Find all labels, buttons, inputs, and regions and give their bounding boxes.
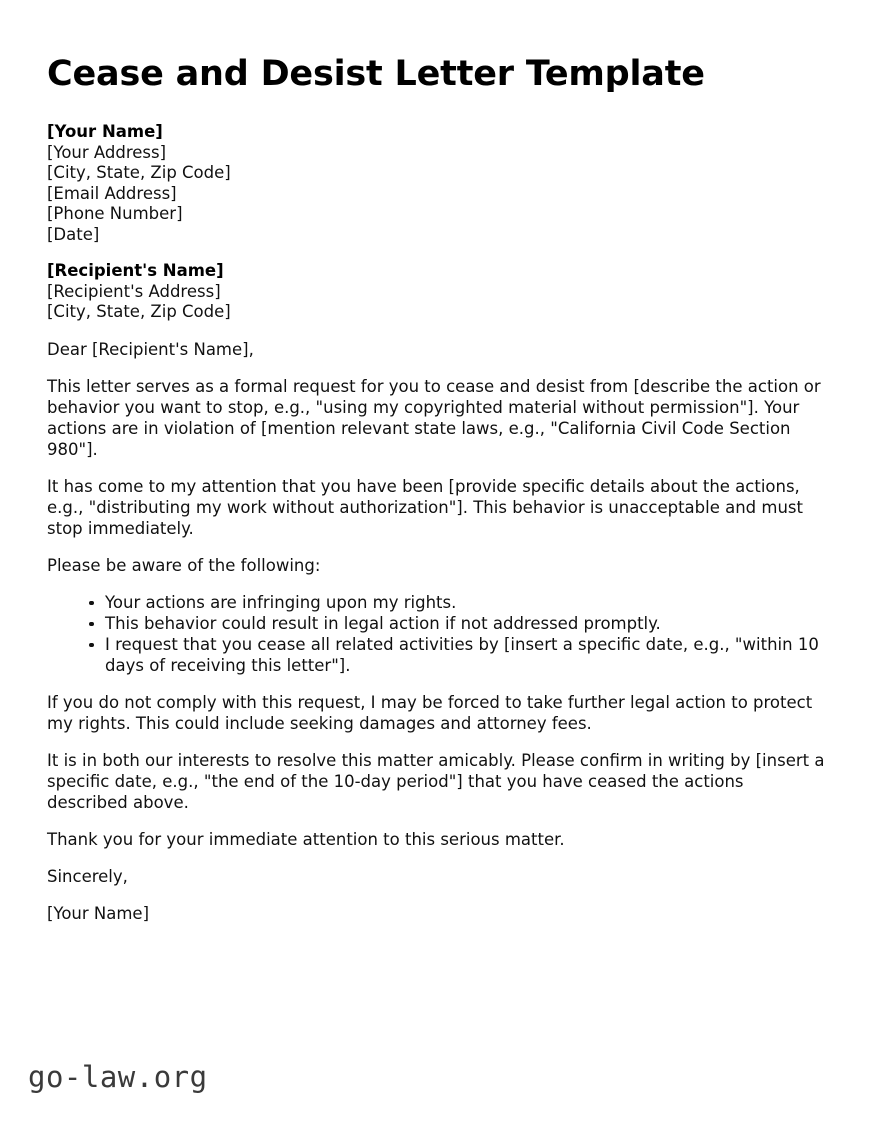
list-item: Your actions are infringing upon my rights.	[89, 592, 825, 613]
list-item: I request that you cease all related activities by [insert a specific date, e.g., "within 10 days of receiving this letter"].	[89, 634, 825, 676]
sender-city-state-zip: [City, State, Zip Code]	[47, 163, 231, 182]
sender-email: [Email Address]	[47, 183, 177, 203]
body-paragraph-1: This letter serves as a formal request for you to cease and desist from [describe the action or behavior you want to stop, e.g., "using my copyrighted material without permission"]. Your actions are in violation of [mention relevant state laws, e.g., "California Civil Code Section 980"].	[47, 376, 821, 459]
sender-name: [Your Name]	[47, 122, 163, 141]
body-paragraph-2: It has come to my attention that you have been [provide specific details about the actions, e.g., "distributing my work without authorization"]. This behavior is unacceptable and must stop immediately.	[47, 476, 803, 538]
salutation: Dear [Recipient's Name],	[47, 339, 254, 359]
letter-date: [Date]	[47, 224, 100, 244]
list-item: This behavior could result in legal action if not addressed promptly.	[89, 613, 825, 634]
closing-line: Sincerely,	[47, 866, 128, 886]
page-title: Cease and Desist Letter Template	[47, 54, 705, 94]
letter-content	[47, 52, 825, 940]
recipient-city-state-zip: [City, State, Zip Code]	[47, 302, 231, 321]
recipient-address-block	[47, 261, 825, 323]
sender-phone: [Phone Number]	[47, 204, 183, 223]
obligations-list	[47, 592, 825, 676]
recipient-name: [Recipient's Name]	[47, 261, 224, 280]
list-lead-in: Please be aware of the following:	[47, 555, 321, 575]
body-paragraph-4: It is in both our interests to resolve this matter amicably. Please confirm in writing by [insert a specific date, e.g., "the end of the 10-day period"] that you have ceased the actions described above.	[47, 750, 825, 812]
body-paragraph-3: If you do not comply with this request, I may be forced to take further legal action to protect my rights. This could include seeking damages and attorney fees.	[47, 692, 813, 733]
sender-address-block	[47, 122, 825, 245]
signature-name: [Your Name]	[47, 903, 150, 923]
sender-street: [Your Address]	[47, 142, 167, 162]
site-watermark: go-law.org	[28, 1060, 208, 1094]
recipient-street: [Recipient's Address]	[47, 281, 221, 301]
body-paragraph-5: Thank you for your immediate attention to this serious matter.	[47, 829, 565, 849]
